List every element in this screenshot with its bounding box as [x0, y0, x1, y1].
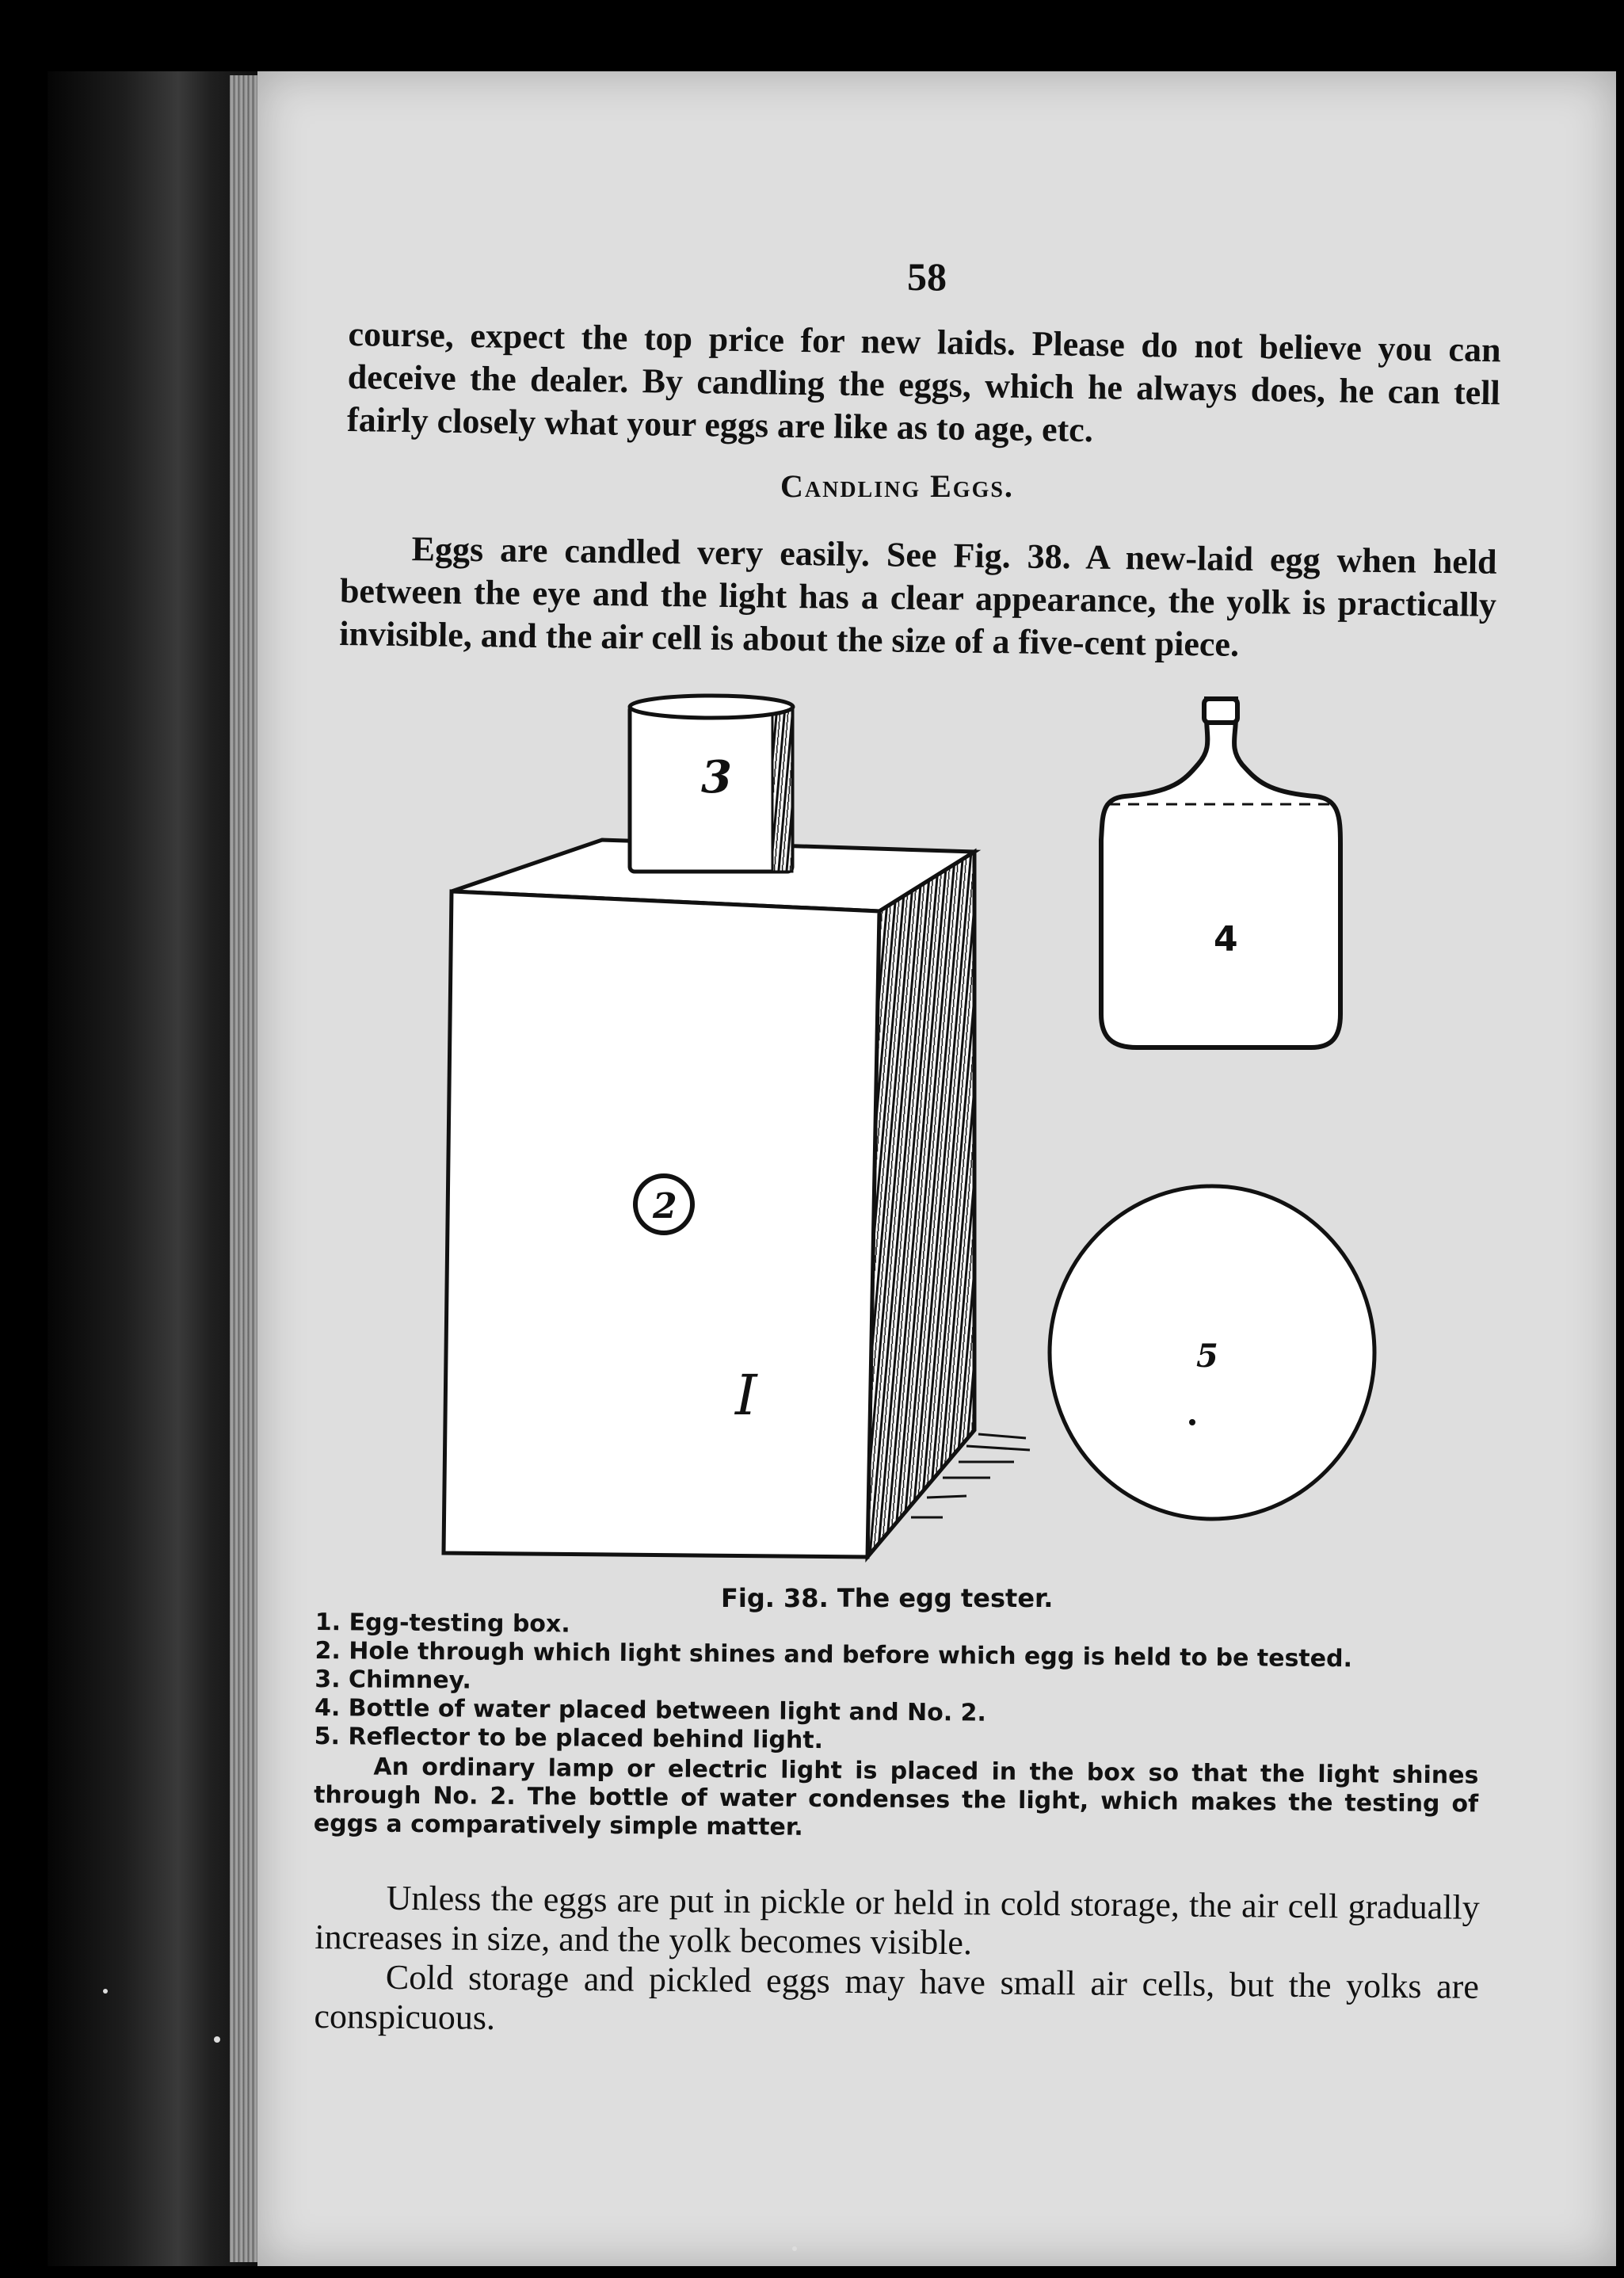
legend-item: 1. Egg-testing box. [315, 1608, 570, 1639]
legend-item: 2. Hole through which light shines and before which egg is held to be tested. [315, 1636, 1353, 1673]
egg-tester-figure [412, 681, 1386, 1577]
paragraph-air-cell: Unless the eggs are put in pickle or held in cold storage, the air cell gradually increases in size, and the yolk becomes visible. [315, 1878, 1480, 1963]
page-number: 58 [907, 254, 947, 299]
chimney-label: 3 [701, 751, 732, 803]
page-edges [230, 75, 258, 2262]
section-heading: Candling Eggs. [780, 468, 1014, 504]
bottle-label: 4 [1214, 919, 1238, 960]
paragraph-candling: Eggs are candled very easily. See Fig. 38. A new-laid egg when held between the eye and the light has a clear appearance, the yolk is practically invisible, and the air cell is about the size of a five-cent piece. [339, 529, 1497, 664]
box-label: I [735, 1363, 757, 1428]
reflector-label: 5 [1196, 1337, 1218, 1375]
paragraph-top: course, expect the top price for new laids. Please do not believe you can deceive the dealer. By candling the eggs, which he always does, he can tell fairly closely what your eggs are like as to age, etc. [346, 314, 1501, 450]
paragraph-cold-storage: Cold storage and pickled eggs may have small air cells, but the yolks are conspicuous. [314, 1957, 1480, 2037]
egg-testing-box [444, 840, 974, 1557]
closing-paragraphs [314, 1878, 1480, 2047]
hole-label: 2 [653, 1186, 677, 1227]
box-side-face [867, 852, 974, 1557]
figure-caption: Fig. 38. The egg tester. [721, 1583, 1054, 1613]
legend-item: 3. Chimney. [315, 1665, 471, 1695]
legend-note: An ordinary lamp or electric light is placed in the box so that the light shines through No. 2. The bottle of water condenses the light, which makes the testing of eggs a comparatively simple matter. [313, 1753, 1479, 1841]
reflector-dot [1189, 1419, 1195, 1425]
water-bottle [1101, 699, 1340, 1047]
legend-item: 4. Bottle of water placed between light and No. 2. [314, 1693, 987, 1727]
figure-legend [314, 1608, 1480, 1848]
legend-item: 5. Reflector to be placed behind light. [314, 1722, 824, 1755]
